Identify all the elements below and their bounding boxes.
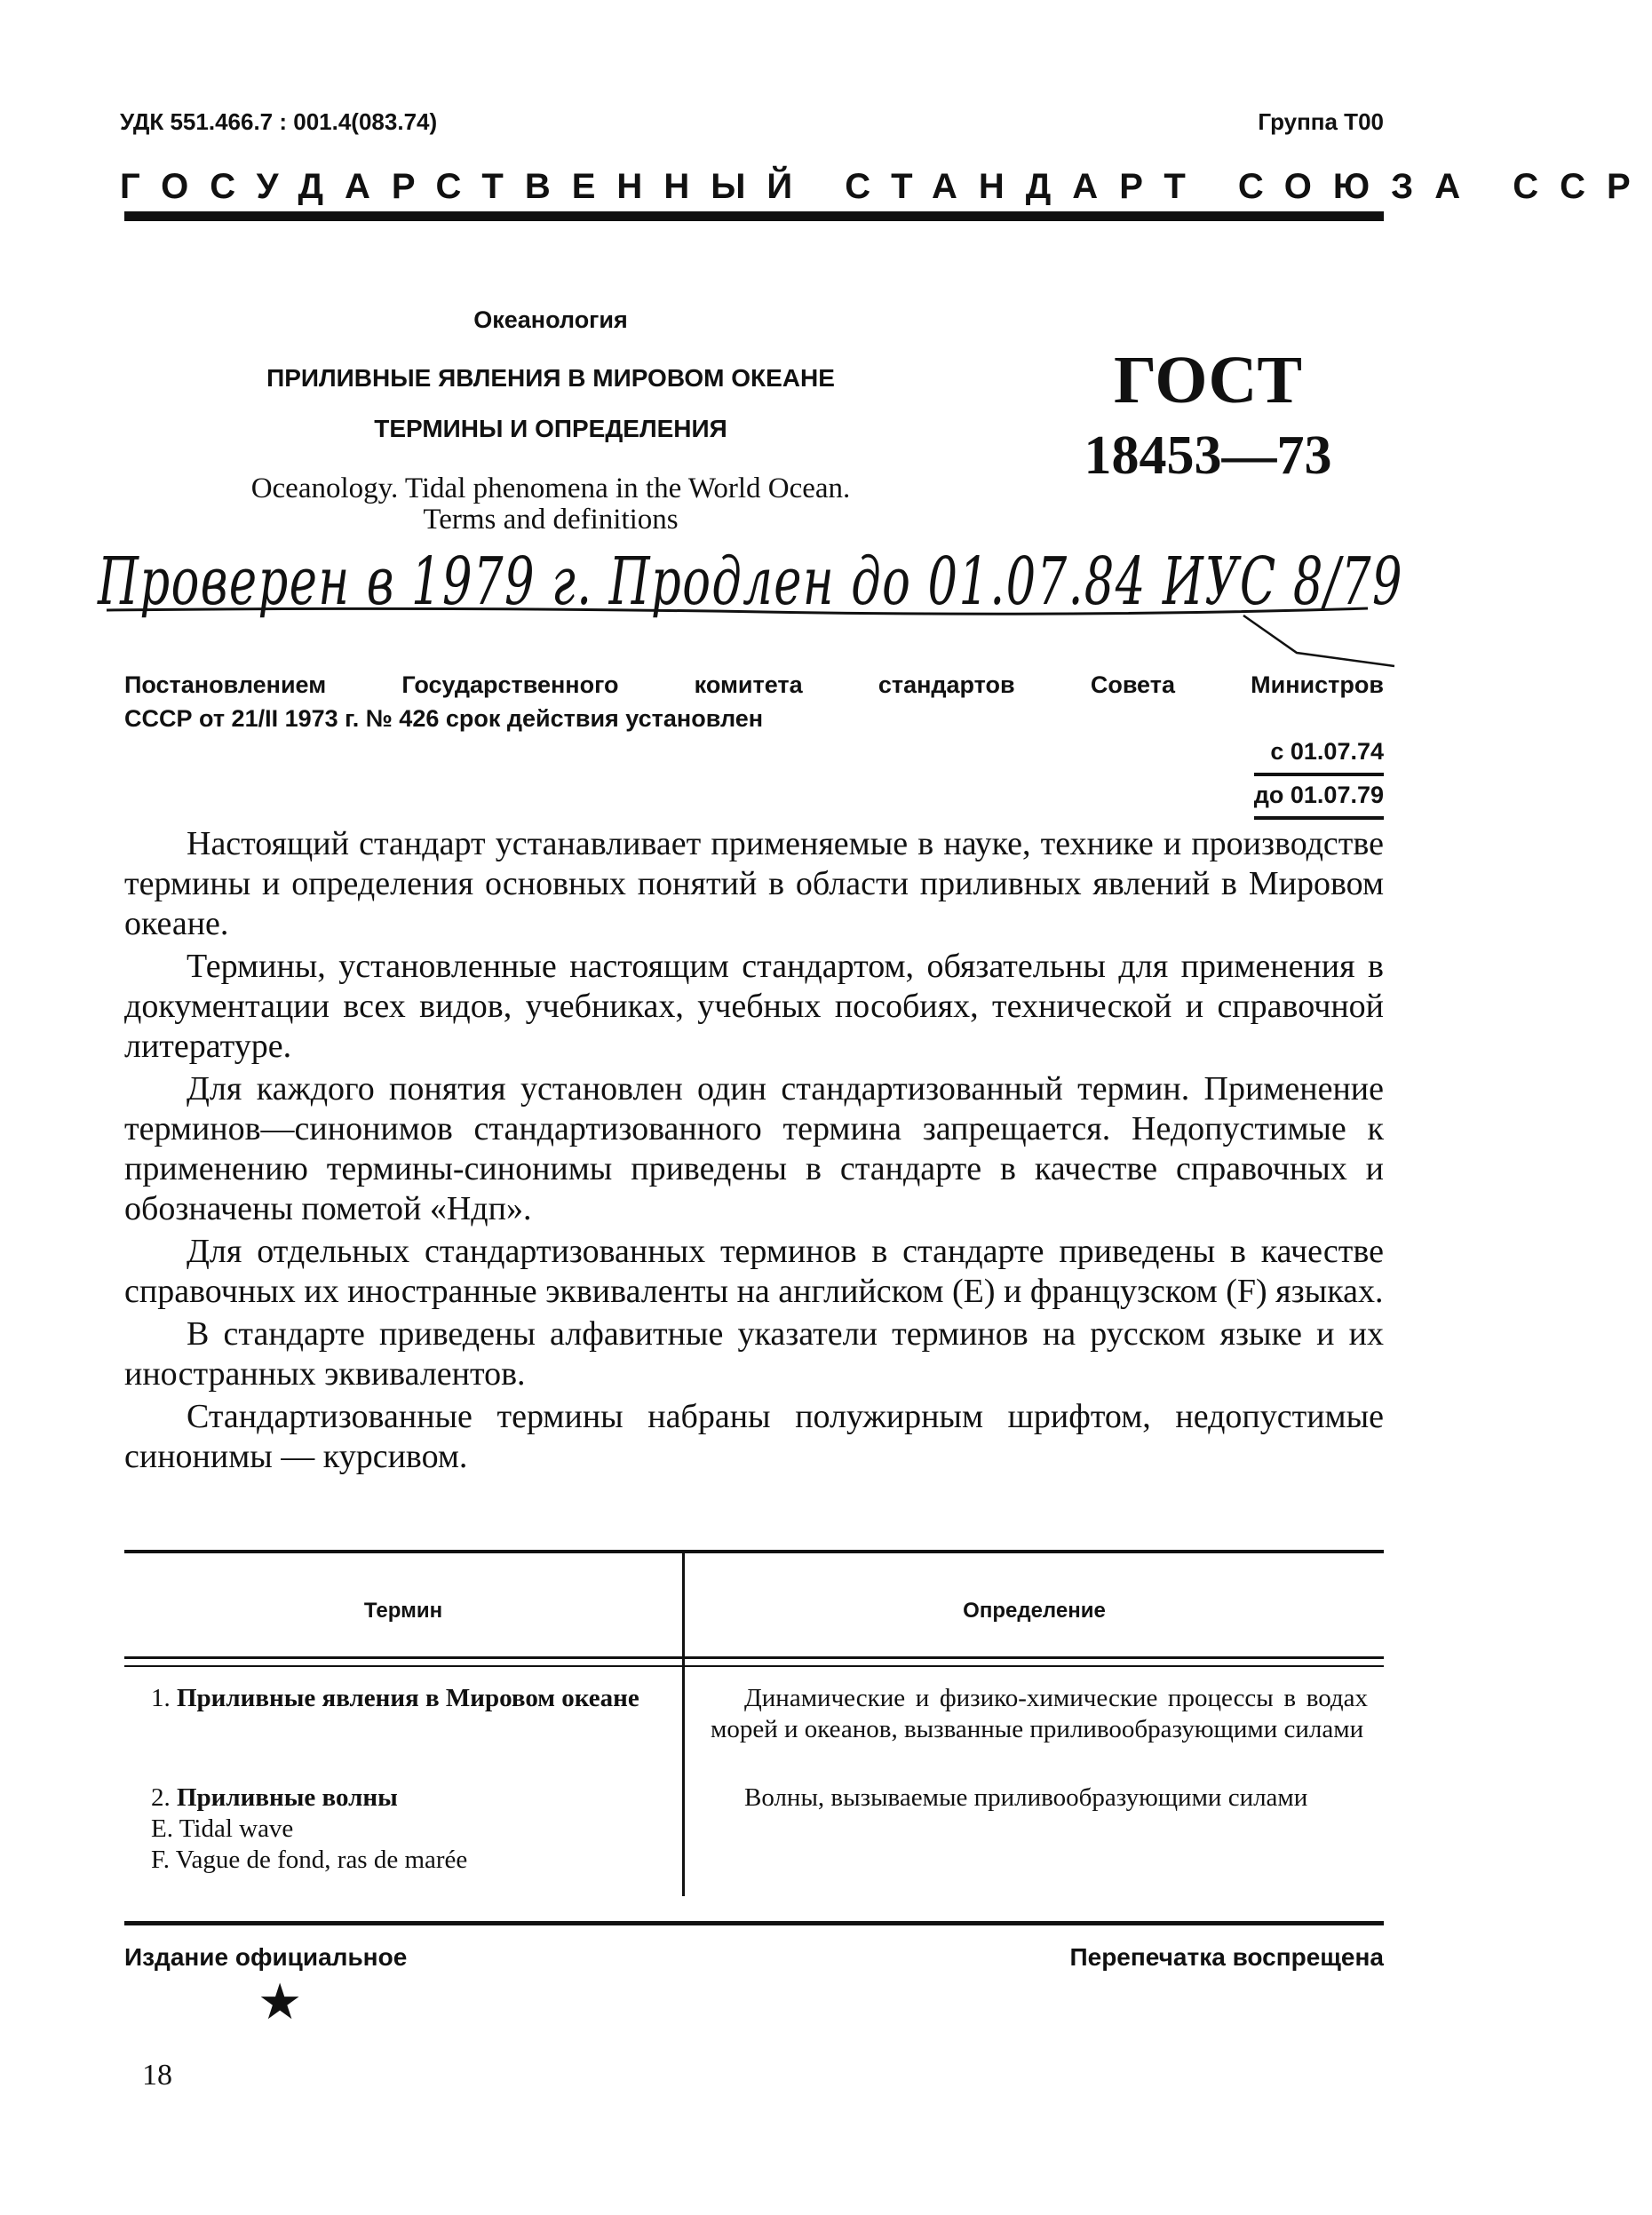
reprint-prohibited: Перепечатка воспрещена <box>1069 1943 1384 1971</box>
decree-word: комитета <box>694 671 803 698</box>
header-divider <box>124 211 1384 221</box>
decree-word: стандартов <box>878 671 1015 698</box>
decree-word: Совета <box>1090 671 1175 698</box>
paragraph: Для отдельных стандартизованных терминов в стандарте приведены в качестве справочных их иностранные эквиваленты на английском (E) и французском (F) языках. <box>124 1233 1384 1310</box>
term-name: Приливные волны <box>177 1783 398 1812</box>
table-top-rule <box>124 1550 1384 1553</box>
english-title-line1: Oceanology. Tidal phenomena in the World Ocean. <box>250 472 851 504</box>
handwritten-note <box>89 528 1421 671</box>
decree-word: Постановлением <box>124 671 327 698</box>
valid-from: с 01.07.74 <box>1254 733 1384 776</box>
validity-dates <box>1254 733 1384 820</box>
paragraph: В стандарте приведены алфавитные указатели терминов на русском языке и их иностранных эквивалентов. <box>124 1315 1384 1393</box>
decree-word: Министров <box>1251 671 1384 698</box>
state-standard-heading: ГОСУДАРСТВЕННЫЙ СТАНДАРТ СОЮЗА ССР <box>120 167 1652 206</box>
column-header-term: Термин <box>363 1599 443 1623</box>
paragraph: Для каждого понятия установлен один стандартизованный термин. Применение терминов—синонимов стандартизованного термина запрещается. Недопустимые к применению термины-синонимы приведены в стандарте в качестве справочных и обозначены пометой «Ндп». <box>124 1070 1384 1227</box>
star-icon: ★ <box>258 1975 303 2030</box>
table-row-term <box>124 1683 657 1714</box>
terms-table <box>124 1550 1384 1896</box>
decree-block <box>124 668 1384 735</box>
document-title-line1: ПРИЛИВНЫЕ ЯВЛЕНИЯ В МИРОВОМ ОКЕАНЕ <box>266 364 835 392</box>
table-row-definition: Волны, вызываемые приливообразующими силами <box>744 1783 1308 1812</box>
table-header-rule-2 <box>124 1665 1384 1667</box>
decree-line1 <box>124 668 1384 702</box>
page-number: 18 <box>142 2059 172 2092</box>
paragraph: Стандартизованные термины набраны полужирным шрифтом, недопустимые синонимы — курсивом. <box>124 1398 1384 1475</box>
column-header-definition: Определение <box>963 1599 1106 1623</box>
english-title-line2: Terms and definitions <box>423 504 679 536</box>
term-number: 1. <box>151 1684 171 1712</box>
decree-line2: СССР от 21/II 1973 г. № 426 срок действия установлен <box>124 705 764 732</box>
gost-number: 18453—73 <box>1084 425 1332 486</box>
intro-text <box>124 824 1384 1480</box>
english-equivalent: E. Tidal wave <box>151 1814 294 1843</box>
official-edition: Издание официальное <box>124 1943 408 1971</box>
table-row-term <box>151 1782 657 1876</box>
document-title-line2: ТЕРМИНЫ И ОПРЕДЕЛЕНИЯ <box>374 415 727 442</box>
decree-word: Государственного <box>401 671 619 698</box>
term-number: 2. <box>151 1783 171 1812</box>
french-equivalent: F. Vague de fond, ras de marée <box>151 1846 468 1874</box>
paragraph: Настоящий стандарт устанавливает применяемые в науке, технике и производстве термины и определения основных понятий в области приливных явлений в Мировом океане. <box>124 825 1384 942</box>
discipline-title: Океанология <box>473 306 628 333</box>
gost-label: ГОСТ <box>1113 343 1303 417</box>
paragraph: Термины, установленные настоящим стандартом, обязательны для применения в документации всех видов, учебниках, учебных пособиях, технической и справочной литературе. <box>124 948 1384 1065</box>
term-name: Приливные явления в Мировом океане <box>177 1684 639 1712</box>
valid-to: до 01.07.79 <box>1254 776 1384 820</box>
footer-rule <box>124 1921 1384 1925</box>
udk-code: УДК 551.466.7 : 001.4(083.74) <box>120 108 438 135</box>
table-header-rule <box>124 1656 1384 1659</box>
table-row-definition: Динамические и физико-химические процессы в водах морей и океанов, вызванные приливообразующими силами <box>711 1684 1368 1743</box>
group-code: Группа Т00 <box>1258 108 1384 135</box>
handwritten-note-text: Проверен в 1979 г. Продлен до 01.07.84 ИУС 8/79 <box>96 544 1403 620</box>
